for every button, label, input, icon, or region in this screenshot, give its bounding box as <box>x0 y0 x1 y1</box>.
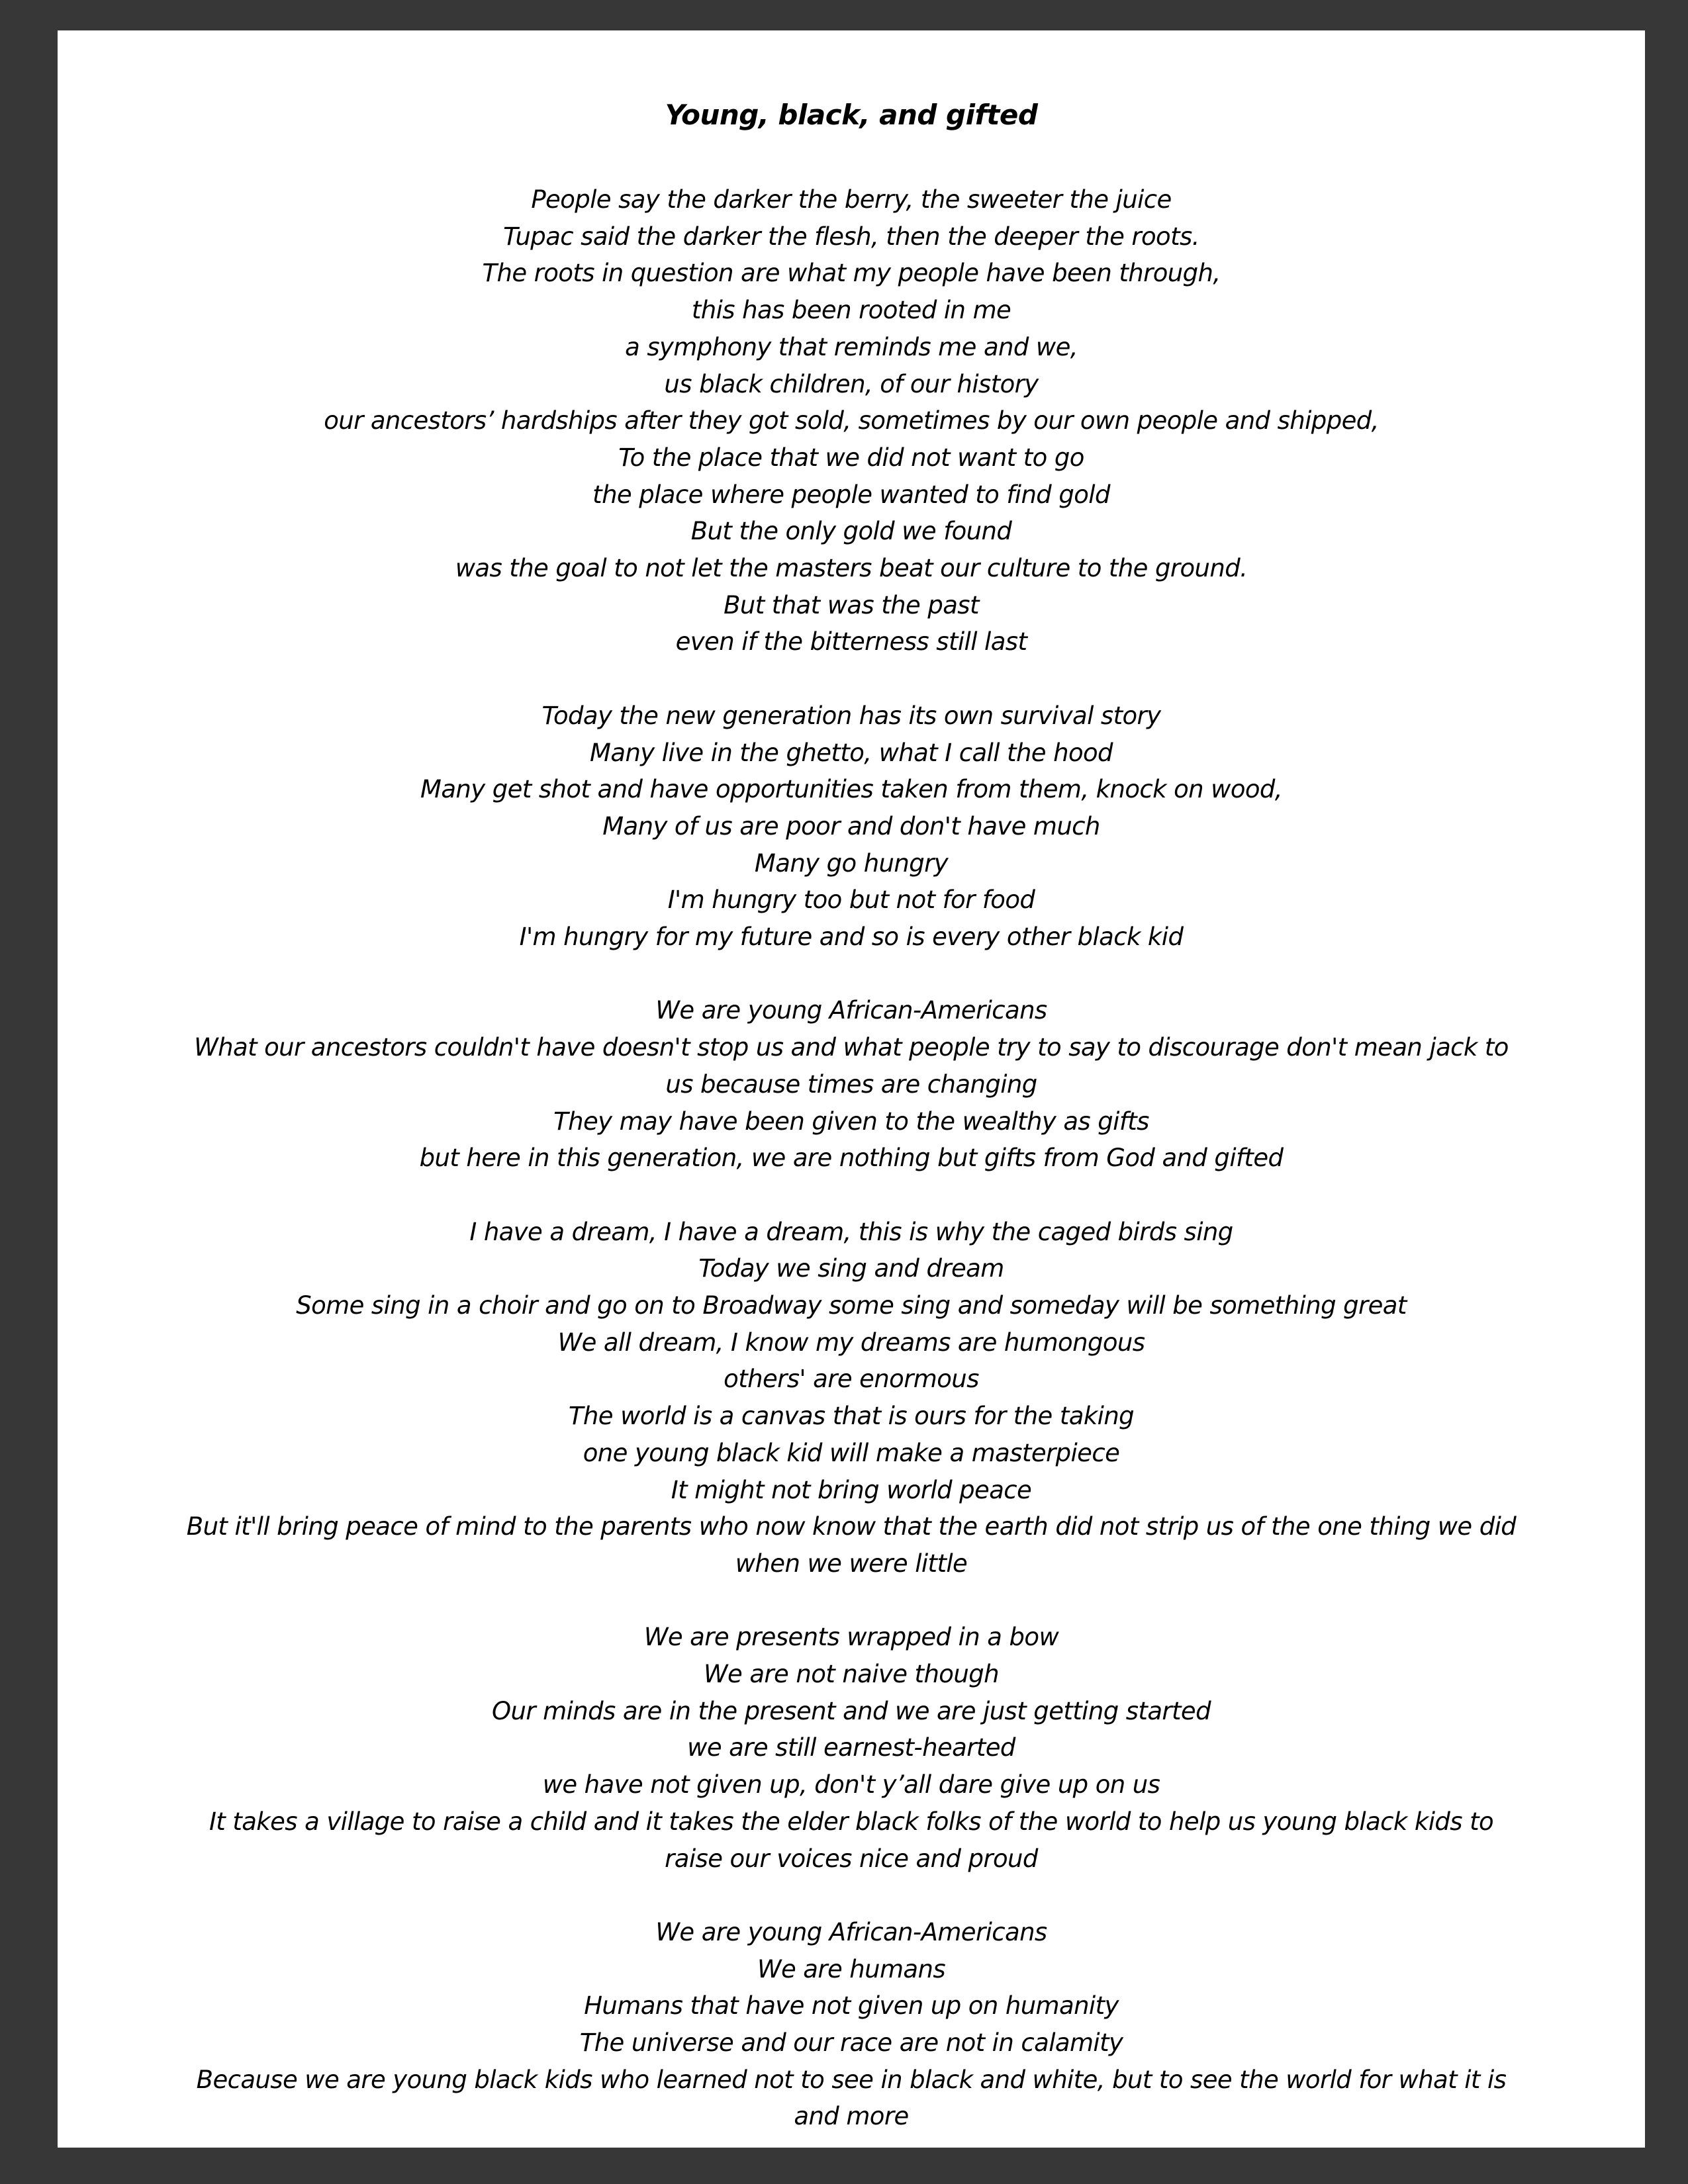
poem-line: What our ancestors couldn't have doesn't stop us and what people try to say to discourage don't mean jack to us because times are changing <box>194 1033 1509 1099</box>
poem-line: was the goal to not let the masters beat our culture to the ground. <box>455 554 1248 583</box>
poem-line: Many get shot and have opportunities taken from them, knock on wood, <box>420 775 1282 804</box>
poem-line: But it'll bring peace of mind to the parents who now know that the earth did not strip us of the one thing we did when we were little <box>186 1512 1517 1578</box>
poem-line: we are still earnest-hearted <box>687 1733 1015 1762</box>
poem-stanza <box>177 992 1526 1177</box>
poem-line: a symphony that reminds me and we, <box>625 332 1078 361</box>
poem-line: We are humans <box>757 1954 946 1983</box>
poem-line: I have a dream, I have a dream, this is why the caged birds sing <box>469 1217 1233 1246</box>
poem-stanza <box>177 1619 1526 1877</box>
poem-stanza <box>177 1914 1526 2135</box>
poem-line: The universe and our race are not in calamity <box>579 2028 1123 2058</box>
poem-line: the place where people wanted to find gold <box>592 480 1110 509</box>
poem-line: us black children, of our history <box>664 369 1039 398</box>
poem-line: Humans that have not given up on humanity <box>584 1991 1119 2021</box>
poem-line: Today we sing and dream <box>698 1254 1004 1283</box>
poem-line: To the place that we did not want to go <box>618 443 1084 472</box>
poem-title: Young, black, and gifted <box>665 99 1038 131</box>
poem-line: Tupac said the darker the flesh, then the deeper the roots. <box>503 222 1199 251</box>
poem-line: People say the darker the berry, the sweeter the juice <box>531 185 1172 214</box>
poem-line: we have not given up, don't y’all dare give up on us <box>542 1770 1160 1799</box>
poem-line: Many of us are poor and don't have much <box>602 811 1100 841</box>
poem-line: They may have been given to the wealthy as gifts <box>553 1107 1149 1136</box>
poem-line: even if the bitterness still last <box>675 627 1027 657</box>
poem-stanza <box>177 181 1526 660</box>
poem-line: I'm hungry too but not for food <box>667 886 1035 915</box>
poem-line: But that was the past <box>724 590 979 619</box>
poem-line: We all dream, I know my dreams are humongous <box>557 1328 1145 1357</box>
poem-line: this has been rooted in me <box>691 296 1011 325</box>
poem-line: The world is a canvas that is ours for the taking <box>568 1402 1135 1431</box>
poem-line: one young black kid will make a masterpiece <box>583 1438 1120 1467</box>
poem-line: The roots in question are what my people have been through, <box>482 259 1221 288</box>
poem-line: Because we are young black kids who learned not to see in black and white, but to see the world for what it is and more <box>196 2065 1507 2131</box>
poem-line: We are presents wrapped in a bow <box>643 1623 1059 1652</box>
poem-line: I'm hungry for my future and so is every other black kid <box>519 923 1184 952</box>
poem-line: But the only gold we found <box>690 517 1012 546</box>
poem-line: Some sing in a choir and go on to Broadway some sing and someday will be something great <box>296 1291 1407 1320</box>
poem-line: We are young African-Americans <box>655 996 1047 1025</box>
poem-body <box>177 181 1526 2135</box>
poem-stanza <box>177 698 1526 956</box>
poem-line: We are not naive though <box>704 1660 999 1689</box>
poem-line: Many live in the ghetto, what I call the hood <box>590 738 1113 767</box>
poem-line: others' are enormous <box>724 1365 979 1394</box>
poem-stanza <box>177 1214 1526 1582</box>
poem-line: our ancestors’ hardships after they got sold, sometimes by our own people and shipped, <box>324 406 1379 435</box>
poem-line: Many go hungry <box>754 848 949 878</box>
poem-line: It takes a village to raise a child and it takes the elder black folks of the world to help us young black kids to raise our voices nice and proud <box>209 1807 1494 1873</box>
poem-line: Today the new generation has its own survival story <box>541 701 1161 730</box>
poem-line: We are young African-Americans <box>655 1917 1047 1946</box>
document-page <box>58 30 1645 2148</box>
poem-line: It might not bring world peace <box>671 1475 1032 1504</box>
poem-line: but here in this generation, we are nothing but gifts from God and gifted <box>419 1144 1284 1173</box>
poem-line: Our minds are in the present and we are just getting started <box>492 1696 1211 1725</box>
